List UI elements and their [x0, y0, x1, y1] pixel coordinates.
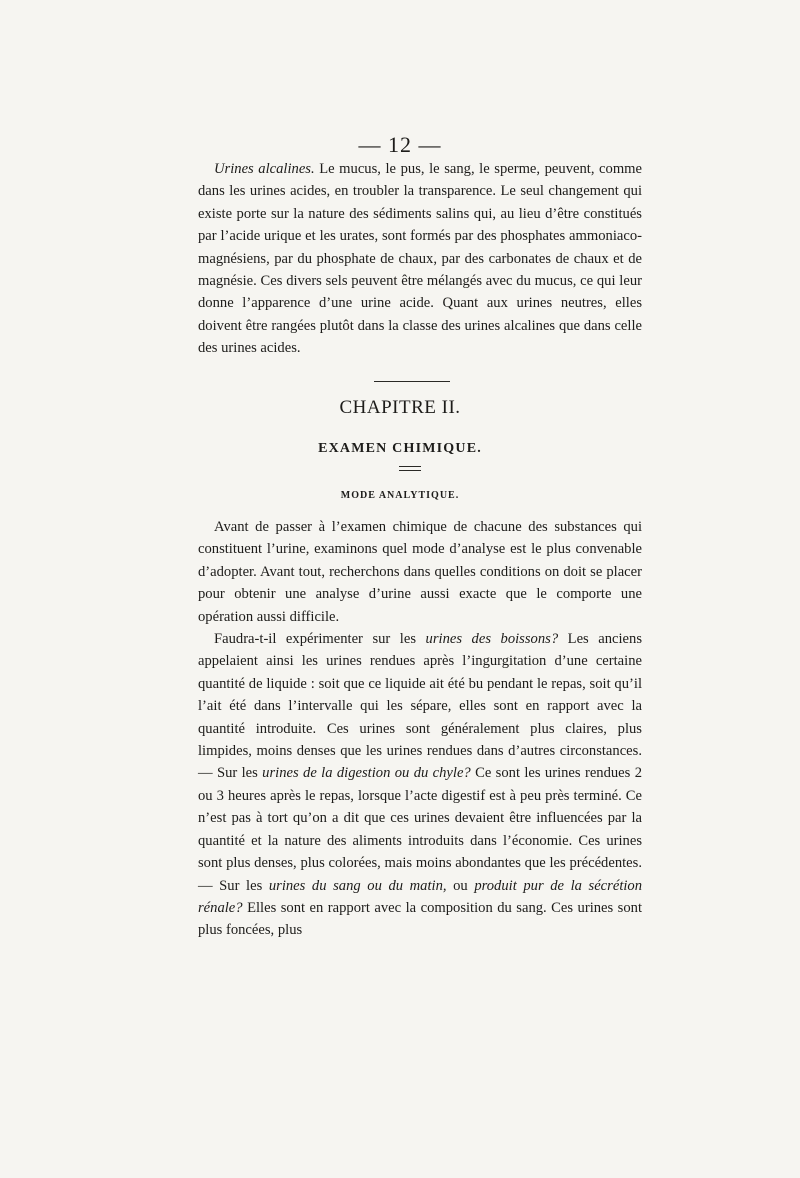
chapter-subtitle: EXAMEN CHIMIQUE.: [318, 441, 482, 456]
body-text-block: [198, 516, 642, 942]
body-paragraph-2: [198, 628, 642, 942]
section-divider: [374, 381, 450, 382]
intro-paragraph-block: [198, 158, 642, 360]
body-paragraph-1: Avant de passer à l’examen chimique de chacune des substances qui constituent l’urine, examinons quel mode d’analyse est le plus convenable d’adopter. Avant tout, recherchons dans quelles conditions on doit se placer pour obtenir une analyse d’urine aussi exacte que le comporte une opération aussi difficile.: [198, 519, 642, 625]
intro-paragraph: [198, 158, 642, 360]
p2-text-d: ou: [446, 877, 475, 894]
section-title: MODE ANALYTIQUE.: [340, 490, 460, 501]
p2-text-a: Faudra-t-il expérimenter sur les: [214, 631, 426, 648]
page-number: — 12 —: [358, 132, 442, 157]
p2-italic-boissons: urines des boissons?: [425, 631, 559, 648]
chapter-title: CHAPITRE II.: [339, 397, 461, 418]
p2-text-e: Elles sont en rapport avec la composition du sang. Ces urines sont plus foncées, plus: [198, 899, 642, 939]
intro-lead: Urines alcalines.: [214, 161, 315, 177]
p2-italic-digestion: urines de la digestion ou du chyle?: [262, 765, 471, 782]
p2-text-b: Les anciens appelaient ainsi les urines rendues après l’ingurgitation d’une certaine quantité de liquide : soit que ce liquide ait été bu pendant le repas, soit qu’il l’ait été dans l’intervalle qui les sépare, elles sont en rapport avec la quantité introduite. Ces urines sont généralement plus claires, plus limpides, moins denses que les urines rendues dans d’autres circonstances. — Sur les: [198, 631, 643, 782]
p2-italic-sang: urines du sang ou du matin,: [268, 877, 447, 894]
intro-text: Le mucus, le pus, le sang, le sperme, peuvent, comme dans les urines acides, en troubler la transparence. Le seul changement qui existe porte sur la nature des sédiments salins qui, au lieu d’être constitués par l’acide urique et les urates, sont formés par des phosphates ammoniaco-magnésiens, par du phosphate de chaux, par des carbonates de chaux et de magnésie. Ces divers sels peuvent être mélangés avec du mucus, ce qui leur donne l’apparence d’une urine acide. Quant aux urines neutres, elles doivent être rangées plutôt dans la classe des urines alcalines que dans celle des urines acides.: [198, 161, 642, 357]
p2-italic-produit: produit pur de la sécrétion rénale?: [198, 877, 643, 916]
p2-text-c: Ce sont les urines rendues 2 ou 3 heures après le repas, lorsque l’acte digestif est à peu près terminé. Ce n’est pas à tort qu’on a dit que ces urines devaient être influencées par la quantité et la nature des aliments introduits dans l’économie. Ces urines sont plus denses, plus colorées, mais moins abondantes que les précédentes. — Sur les: [198, 765, 642, 894]
double-rule-divider: [399, 466, 421, 471]
